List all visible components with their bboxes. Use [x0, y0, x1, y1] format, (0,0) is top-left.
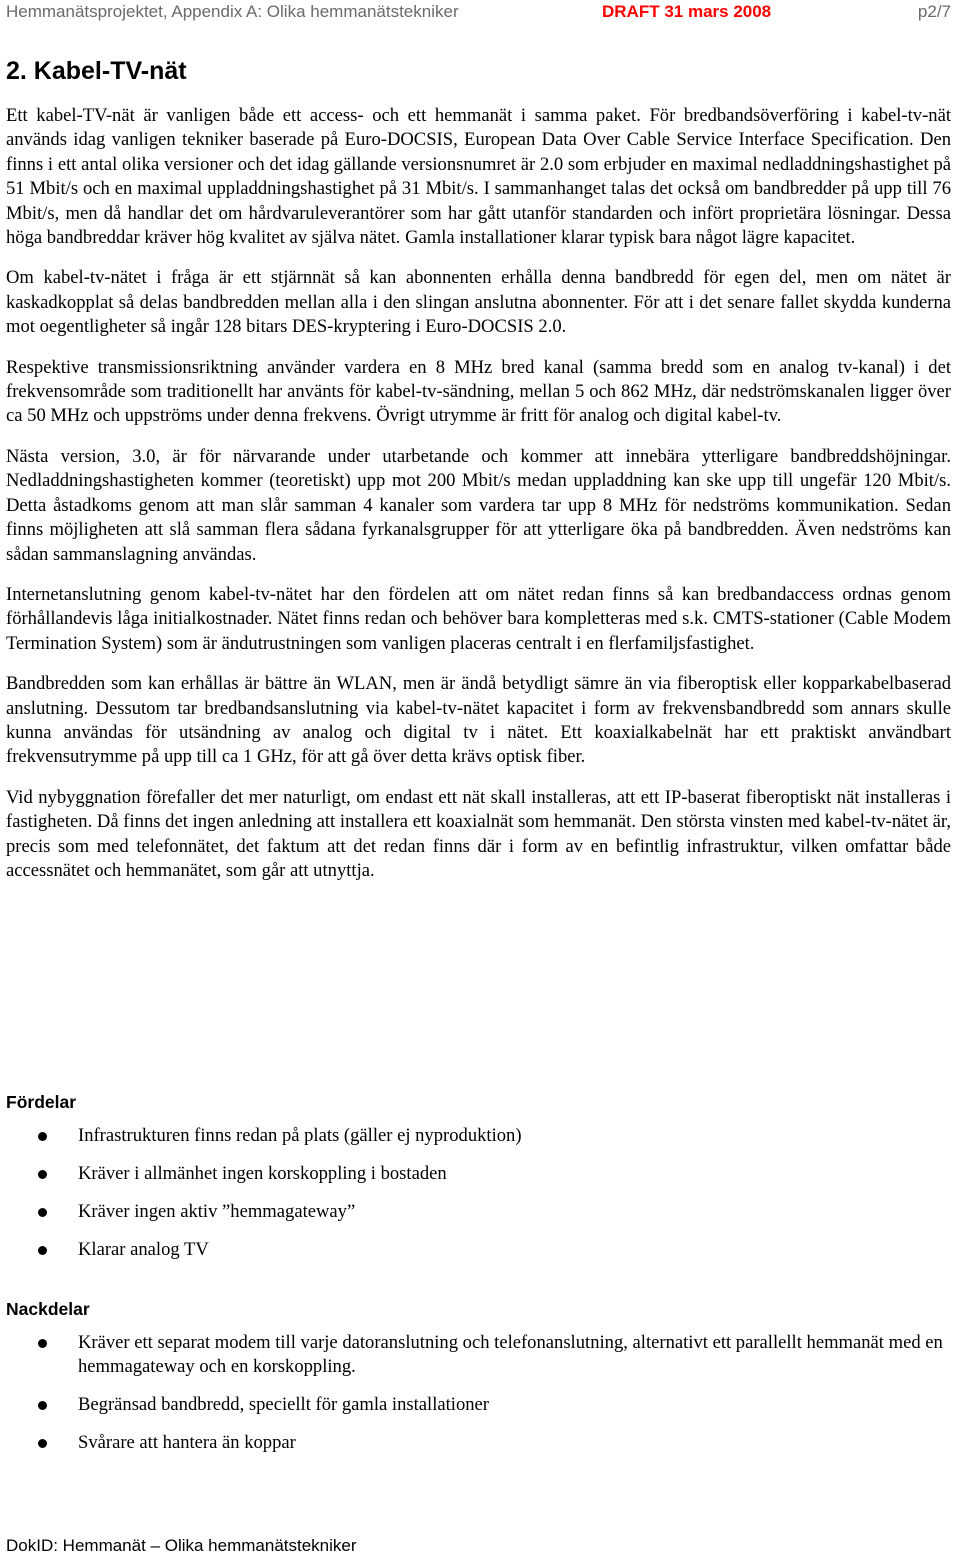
list-item-text: Infrastrukturen finns redan på plats (gäller ej nyproduktion) [78, 1125, 522, 1146]
header-draft-stamp: DRAFT 31 mars 2008 [602, 2, 772, 21]
paragraph: Bandbredden som kan erhållas är bättre än WLAN, men är ändå betydligt sämre än via fiberoptisk eller kopparkabelbaserad anslutning. Dessutom tar bredbandsanslutning via kabel-tv-nätet kapacitet i form av frekvensbandbredd som annars skulle kunna användas för utsändning av analog och digital tv i nätet. Ett koaxialkabelnät har ett praktiskt användbart frekvensutrymme på upp till ca 1 GHz, för att gå över detta krävs optisk fiber. [6, 673, 951, 768]
list-item [6, 1162, 954, 1186]
page-header [6, 2, 951, 28]
list-item [6, 1331, 954, 1379]
paragraph: Om kabel-tv-nätet i fråga är ett stjärnnät så kan abonnenten erhålla denna bandbredd för egen del, men om nätet är kaskadkopplat så delas bandbredden mellan alla i den slingan anslutna abonnenter. För att i det senare fallet skydda kunderna mot oegentligheter så ingår 128 bitars DES-kryptering i Euro-DOCSIS 2.0. [6, 267, 951, 338]
paragraph: Ett kabel-TV-nät är vanligen både ett access- och ett hemmanät i samma paket. För bredbandsöverföring i kabel-tv-nät används idag vanligen tekniker baserade på Euro-DOCSIS, European Data Over Cable Service Interface Specification. Den finns i ett antal olika versioner och det idag gällande versionsnumret är 2.0 som erbjuder en maximal nedladdningshastighet på 51 Mbit/s och en maximal uppladdningshastighet på 31 Mbit/s. I sammanhanget talas det också om bandbredder på upp till 76 Mbit/s, men då handlar det om hårdvaruleverantörer som har gått utanför standarden och infört proprietära lösningar. Dessa höga bandbreddar kräver hög kvalitet av själva nätet. Gamla installationer klarar typisk bara något lägre kapacitet. [6, 105, 951, 249]
header-document-title: Hemmanätsprojektet, Appendix A: Olika hemmanätstekniker [6, 2, 459, 21]
header-page-number: p2/7 [917, 2, 951, 21]
paragraph: Nästa version, 3.0, är för närvarande under utarbetande och kommer att innebära ytterligare bandbreddshöjningar. Nedladdningshastigheten kommer (teoretiskt) upp mot 200 Mbit/s medan uppladdning kan ske upp till ungefär 120 Mbit/s. Detta åstadkoms genom att man slår samman 4 kanaler som vardera tar upp 8 MHz för nedströms kommunikation. Sedan finns möjligheten att slå samman flera sådana fyrkanalsgrupper för att ytterligare öka på bandbredden. Även nedströms kan sådan sammanslagning användas. [6, 445, 951, 565]
bullet-icon [38, 1208, 47, 1217]
bullet-icon [38, 1170, 47, 1179]
list-item-text: Kräver ingen aktiv ”hemmagateway” [78, 1201, 356, 1222]
list-item [6, 1393, 954, 1417]
list-item-text: Kräver i allmänhet ingen korskoppling i bostaden [78, 1163, 447, 1184]
list-item-text: Svårare att hantera än koppar [78, 1432, 296, 1453]
bullet-icon [38, 1132, 47, 1141]
advantages-list [6, 1124, 954, 1276]
bullet-icon [38, 1401, 47, 1410]
list-item [6, 1124, 954, 1148]
section-title: 2. Kabel-TV-nät [6, 57, 187, 85]
bullet-icon [38, 1339, 47, 1348]
list-item-text: Klarar analog TV [78, 1239, 209, 1260]
disadvantages-list [6, 1331, 954, 1469]
paragraph: Respektive transmissionsriktning använder vardera en 8 MHz bred kanal (samma bredd som en analog tv-kanal) i det frekvensområde som traditionellt har använts för kabel-tv-sändning, mellan 5 och 862 MHz, där nedströmskanalen ligger över ca 50 MHz och uppströms under denna frekvens. Övrigt utrymme är fritt för analog och digital kabel-tv. [6, 356, 951, 427]
bullet-icon [38, 1439, 47, 1448]
page-footer: DokID: Hemmanät – Olika hemmanätstekniker [6, 1536, 357, 1555]
list-item-text: Kräver ett separat modem till varje datoranslutning och telefonanslutning, alternativt ett parallellt hemmanät med en hemmagateway och en korskoppling. [78, 1332, 943, 1377]
list-item-text: Begränsad bandbredd, speciellt för gamla installationer [78, 1394, 489, 1415]
advantages-heading: Fördelar [6, 1092, 77, 1112]
bullet-icon [38, 1246, 47, 1255]
paragraph: Vid nybyggnation förefaller det mer naturligt, om endast ett nät skall installeras, att ett IP-baserat fiberoptiskt nät installeras i fastigheten. Då finns det ingen anledning att installera ett koaxialnät som hemmanät. Den största vinsten med kabel-tv-nätet är, precis som med telefonnätet, det faktum att det redan finns där i form av en befintlig infrastruktur, vilken omfattar både accessnätet och hemmanätet, som går att utnyttja. [6, 786, 951, 881]
body-text [6, 104, 951, 899]
list-item [6, 1200, 954, 1224]
disadvantages-heading: Nackdelar [6, 1299, 90, 1319]
list-item [6, 1431, 954, 1455]
list-item [6, 1238, 954, 1262]
paragraph: Internetanslutning genom kabel-tv-nätet har den fördelen att om nätet redan finns så kan bredbandaccess ordnas genom förhållandevis låga initialkostnader. Nätet finns redan och behöver bara kompletteras med s.k. CMTS-stationer (Cable Modem Termination System) som är ändutrustningen som vanligen placeras centralt i en flerfamiljsfastighet. [6, 583, 951, 654]
